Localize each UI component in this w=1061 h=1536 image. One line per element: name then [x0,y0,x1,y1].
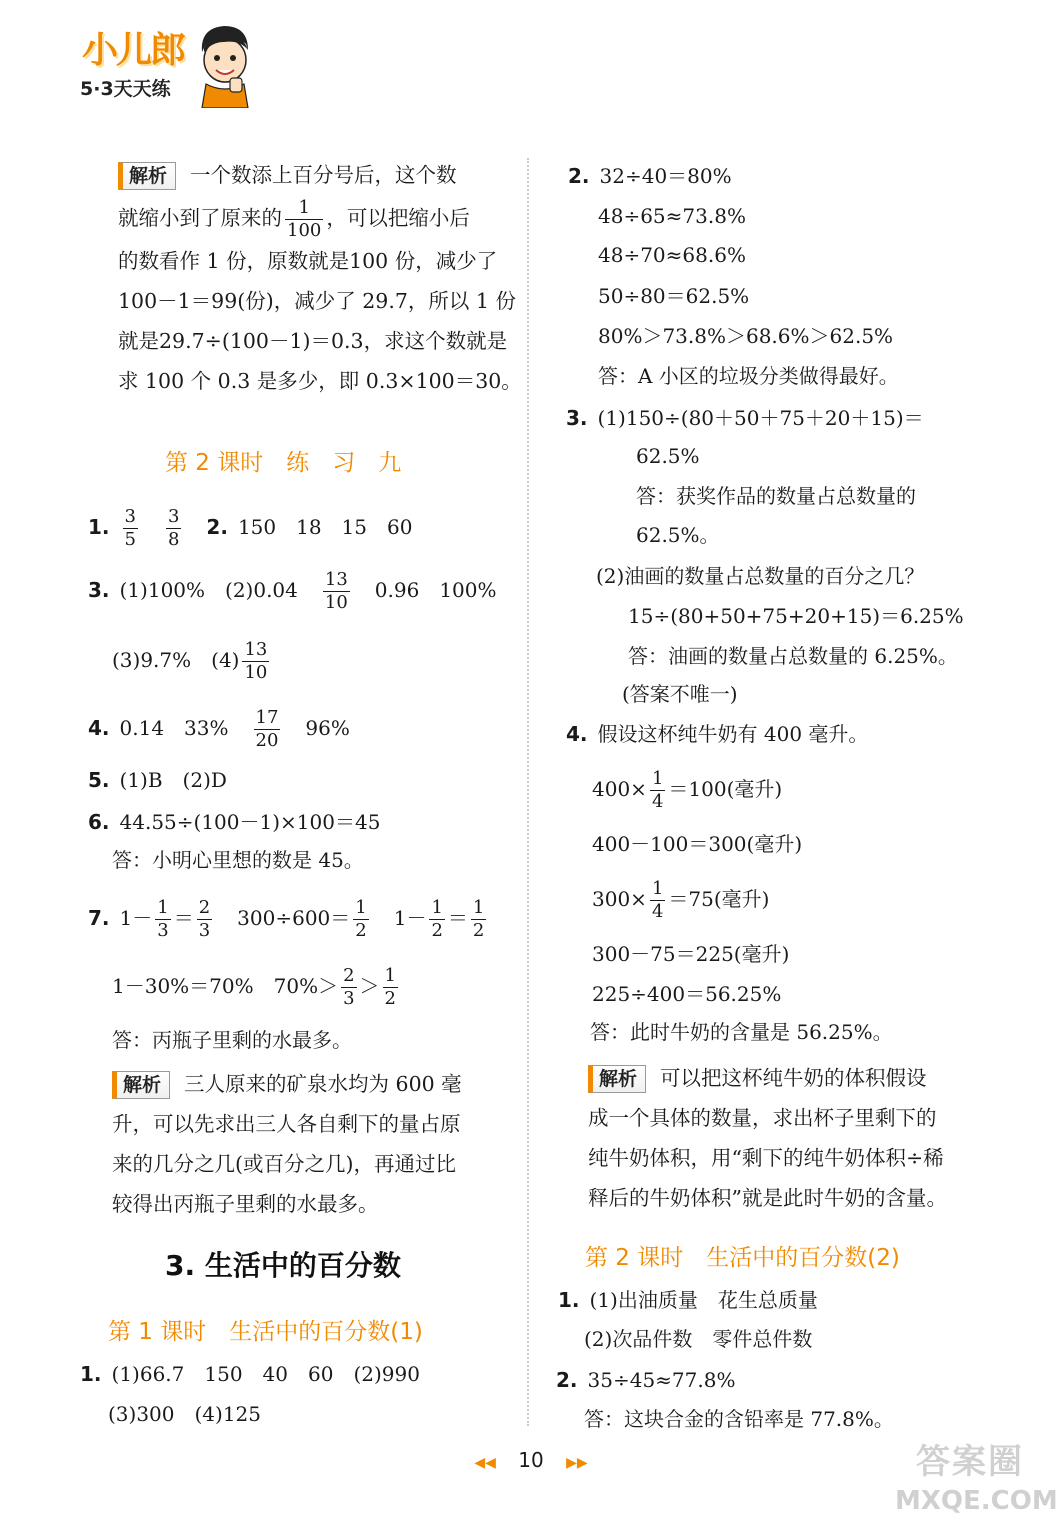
analysis-text: 就缩小到了原来的 [118,206,282,230]
fraction: $\frac{17}{20}$ [255,707,279,751]
answer-r-q2-line: 48÷70≈68.6% [598,243,746,267]
analysis-block-1 [118,155,522,401]
analysis-tag: 解析 [588,1065,646,1093]
answer-r-q4-conclusion: 答：此时牛奶的含量是 56.25%。 [590,1020,893,1044]
answer-q3-part2: (3)9.7% (4) $\frac{13}{10}$ [112,639,268,683]
answer-r-q3-line: 62.5%。 [636,523,720,547]
answer-r-q3-line: 15÷(80+50+75+20+15)＝6.25% [628,604,964,628]
analysis-text: 的数看作 1 份，原数就是100 份，减少了 [118,249,498,273]
analysis-block-3 [588,1058,998,1218]
next-page-icon[interactable]: ▶▶ [566,1455,588,1471]
answer-r-q3-line: 答：获奖作品的数量占总数量的 [636,484,916,508]
answer-r-q2: 2. 32÷40＝80% [568,164,732,188]
answer-r-q3-note: (答案不唯一) [622,682,738,706]
analysis-text: 100－1＝99(份)，减少了 29.7，所以 1 份 [118,289,516,313]
fraction: $\frac{3}{8}$ [167,506,180,550]
answer-r-q4-line: 300－75＝225(毫升) [592,942,790,966]
answer-r-s2: 2. 35÷45≈77.8% [556,1368,736,1392]
answer-r-q3: 3. (1)150÷(80＋50＋75＋20＋15)＝ [566,406,924,430]
fraction: $\frac{13}{10}$ [324,569,348,613]
fraction: $\frac{2}{3}$ [198,897,211,941]
answer-r-q2-line: 80%＞73.8%＞68.6%＞62.5% [598,324,894,348]
analysis-text: 升，可以先求出三人各自剩下的量占原 [112,1112,461,1136]
analysis-text: 可以把这杯纯牛奶的体积假设 [660,1066,927,1090]
answer-q6: 6. 44.55÷(100－1)×100＝45 [88,810,381,834]
answer-r-q3-line: 62.5% [636,444,700,468]
section-heading: 第 2 课时 练 习 九 [165,450,402,476]
analysis-text: 求 100 个 0.3 是多少，即 0.3×100＝30。 [118,369,522,393]
analysis-text: 来的几分之几(或百分之几)，再通过比 [112,1152,456,1176]
chapter-title: 3. 生活中的百分数 [165,1249,401,1282]
fraction: $\frac{1}{3}$ [157,897,169,941]
answer-r-q3-line: 答：油画的数量占总数量的 6.25%。 [628,644,958,668]
answer-r-q2-line: 48÷65≈73.8% [598,204,746,228]
answer-s1: 1. (1)66.7 150 40 60 (2)990 [80,1362,420,1386]
prev-page-icon[interactable]: ◀◀ [474,1455,496,1471]
section-heading: 第 2 课时 生活中的百分数(2) [585,1245,900,1271]
answer-q5: 5. (1)B (2)D [88,768,227,792]
fraction: $\frac{1}{2}$ [355,897,367,941]
answer-q1-q2: 1. $\frac{3}{5}$ $\frac{3}{8}$ 2. 150 18 15 60 [88,506,413,550]
answer-r-q2-line: 50÷80＝62.5% [598,284,750,308]
logo-subtitle: 5·3天天练 [80,78,171,100]
answer-r-q4: 4. 假设这杯纯牛奶有 400 毫升。 [566,722,869,746]
boy-mascot-icon [194,22,256,108]
fraction: $\frac{1}{2}$ [384,965,396,1009]
analysis-text: 较得出丙瓶子里剩的水最多。 [112,1192,379,1216]
answer-r-q4-line: 225÷400＝56.25% [592,982,782,1006]
analysis-text: ，可以把缩小后 [326,206,470,230]
watermark: 答案圈 MXQE.COM [895,1442,1058,1516]
answer-q7-compare: 1－30%＝70% 70%＞ $\frac{2}{3}$ ＞ $\frac{1}{2}$ [112,965,396,1009]
answer-s1-part2: (3)300 (4)125 [108,1402,262,1426]
answer-r-q2-conclusion: 答：A 小区的垃圾分类做得最好。 [598,364,899,388]
analysis-text: 释后的牛奶体积”就是此时牛奶的含量。 [588,1186,947,1210]
analysis-text: 就是29.7÷(100－1)＝0.3，求这个数就是 [118,329,508,353]
answer-r-q4-line: 400－100＝300(毫升) [592,832,803,856]
answer-q3: 3. (1)100% (2)0.04 $\frac{13}{10}$ 0.96 100% [88,569,497,613]
answer-r-s2-conclusion: 答：这块合金的含铅率是 77.8%。 [584,1407,894,1431]
answer-r-q3-line: (2)油画的数量占总数量的百分之几？ [596,564,925,588]
answer-r-q4-line: 400× $\frac{1}{4}$ ＝100(毫升) [592,768,783,812]
analysis-tag: 解析 [118,162,176,190]
analysis-tag: 解析 [112,1071,170,1099]
analysis-text: 三人原来的矿泉水均为 600 毫 [184,1072,462,1096]
analysis-text: 成一个具体的数量，求出杯子里剩下的 [588,1106,937,1130]
answer-r-q4-line: 300× $\frac{1}{4}$ ＝75(毫升) [592,878,770,922]
answer-q6-conclusion: 答：小明心里想的数是 45。 [112,848,364,872]
fraction: $\frac{1}{2}$ [431,897,443,941]
answer-q7: 7. 1－ $\frac{1}{3}$ ＝ $\frac{2}{3}$ 300÷600＝ $\frac{1}{2}$ 1－ $\frac{1}{2}$ ＝ $\frac{1}{2}$ [88,897,485,941]
logo-title: 小儿郎 [82,30,185,71]
brand-logo [68,22,258,108]
answer-q7-conclusion: 答：丙瓶子里剩的水最多。 [112,1028,352,1052]
answer-r-s1-line: (2)次品件数 零件总件数 [584,1327,813,1351]
fraction: $\frac{1}{2}$ [472,897,485,941]
fraction: $\frac{2}{3}$ [343,965,355,1009]
column-divider [527,158,529,1426]
analysis-text: 纯牛奶体积，用“剩下的纯牛奶体积÷稀 [588,1146,944,1170]
page-number: ◀◀ 10 ▶▶ [474,1448,588,1472]
analysis-block-2 [112,1064,522,1224]
answer-r-s1: 1. (1)出油质量 花生总质量 [558,1288,818,1312]
fraction: $\frac{1}{4}$ [651,878,664,922]
analysis-text: 一个数添上百分号后，这个数 [190,163,457,187]
fraction: $\frac{13}{10}$ [244,639,268,683]
answer-q4: 4. 0.14 33% $\frac{17}{20}$ 96% [88,707,350,751]
fraction: $\frac{1}{4}$ [651,768,664,812]
fraction: $\frac{3}{5}$ [124,506,136,550]
section-heading: 第 1 课时 生活中的百分数(1) [108,1319,423,1345]
fraction: $\frac{1}{100}$ [287,197,322,241]
